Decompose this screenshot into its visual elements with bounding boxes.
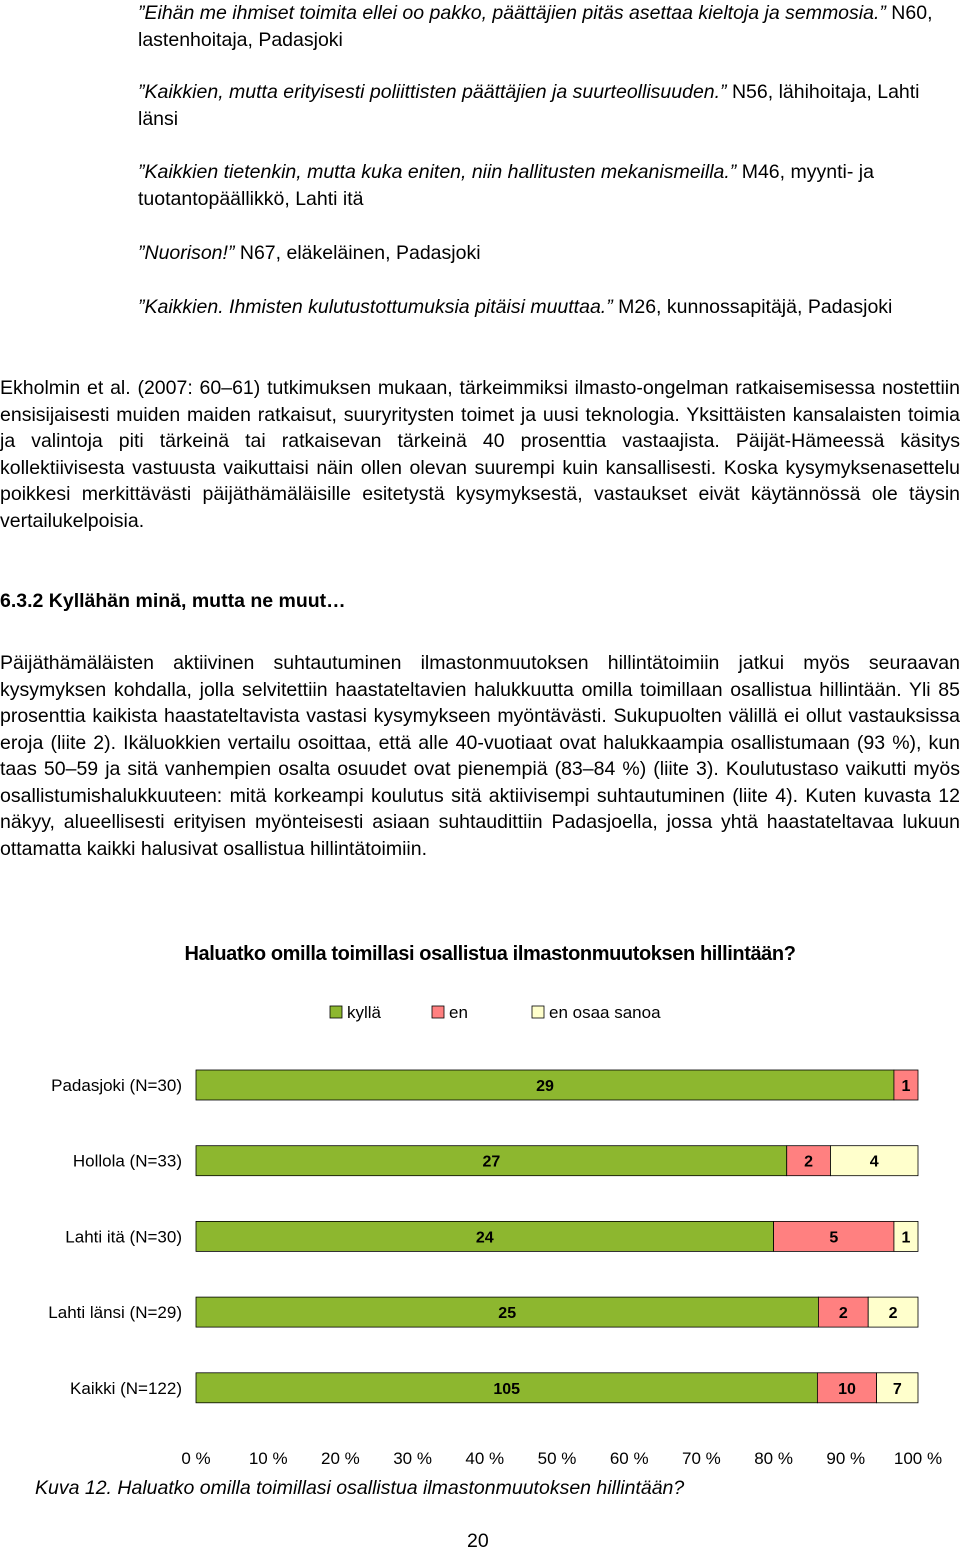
x-tick-label: 90 % [826,1449,866,1468]
quote-2 [138,79,960,133]
data-label: 29 [536,1078,554,1095]
data-label: 1 [901,1078,911,1095]
data-label: 2 [888,1305,898,1323]
section-heading: 6.3.2 Kyllähän minä, mutta ne muut… [0,590,346,612]
x-tick-label: 0 % [181,1449,211,1468]
x-tick-label: 50 % [537,1449,577,1468]
data-label: 2 [838,1305,848,1323]
quote-text: ”Kaikkien, mutta erityisesti poliittisten päättäjien ja suurteollisuuden.” [138,81,727,103]
legend-swatch-en [432,1006,444,1018]
quote-attribution: N60, lastenhoitaja, Padasjoki [138,2,933,51]
category-label: Padasjoki (N=30) [51,1076,182,1095]
x-tick-label: 60 % [609,1449,649,1468]
data-label: 25 [498,1305,517,1323]
category-label: Lahti itä (N=30) [65,1227,182,1247]
quote-5 [138,294,960,321]
legend-swatch-en-osaa-sanoa [532,1006,544,1018]
figure-caption: Kuva 12. Haluatko omilla toimillasi osallistua ilmastonmuutoksen hillintään? [35,1477,685,1499]
quote-attribution: M46, myynti- ja tuotantopäällikkö, Lahti itä [138,161,874,210]
x-tick-label: 40 % [465,1449,505,1468]
data-label: 105 [493,1380,521,1398]
quote-text: ”Eihän me ihmiset toimita ellei oo pakko, päättäjien pitäs asettaa kieltoja ja semmosia.” [138,2,886,24]
data-label: 4 [869,1153,879,1171]
x-tick-label: 80 % [754,1449,793,1468]
data-label: 7 [892,1380,902,1398]
body-paragraph-2: Päijäthämäläisten aktiivinen suhtautuminen ilmastonmuutoksen hillintätoimiin jatkui myös seuraavan kysymyksen kohdalla, jolla selvitettiin haastateltavien halukkuutta omilla toimillaan osallistua hillintään. Yli 85 prosenttia kaikista haastateltavista vastasi kysymykseen myöntävästi. Sukupuolten välillä ei ollut vastauksissa eroja (liite 2). Ikäluokkien vertailu osoittaa, että alle 40-vuotiaat ovat halukkaampia osallistumaan (93 %), kun taas 50–59 ja sitä vanhempien osalta osuudet ovat pienempiä (83–84 %) (liite 3). Koulutustaso vaikutti myös osallistumishalukkuuteen: mitä korkeampi koulutus sitä aktiivisempi suhtautuminen (liite 4). Kuten kuvasta 12 näkyy, alueellisesti erityisen myönteisesti asiaan suhtaudittiin Padasjoella, jossa yhtä haastateltavaa lukuun ottamatta kaikki halusivat osallistua hillintätoimiin. [0,652,960,860]
x-tick-label: 100 % [893,1449,943,1468]
data-label: 10 [838,1380,856,1398]
quote-text: ”Nuorison!” [138,242,235,264]
x-tick-label: 10 % [248,1449,288,1468]
legend-label-en-osaa-sanoa: en osaa sanoa [549,1003,661,1022]
legend-label-en: en [449,1003,468,1022]
data-label: 1 [901,1229,911,1247]
quote-4 [138,240,960,267]
x-tick-label: 30 % [393,1449,432,1468]
quote-1 [138,0,960,54]
legend-swatch-kyllä [330,1006,342,1018]
x-tick-label: 20 % [321,1449,360,1468]
quote-3 [138,159,960,213]
data-label: 24 [475,1229,494,1247]
legend-label-kyllä: kyllä [347,1003,382,1022]
stacked-bar-chart [0,990,960,1470]
quote-text: ”Kaikkien tietenkin, mutta kuka eniten, niin hallitusten mekanismeilla.” [138,161,737,183]
category-label: Kaikki (N=122) [70,1378,182,1398]
quote-attribution: N56, lähihoitaja, Lahti länsi [138,81,920,130]
quote-text: ”Kaikkien. Ihmisten kulutustottumuksia pitäisi muuttaa.” [138,296,613,318]
chart-title: Haluatko omilla toimillasi osallistua ilmastonmuutoksen hillintään? [184,943,796,965]
body-paragraph-1: Ekholmin et al. (2007: 60–61) tutkimuksen mukaan, tärkeimmiksi ilmasto-ongelman ratkaisemisessa nostettiin ensisijaisesti muiden maiden ratkaisut, suuryritysten toimet ja uusi teknologia. Yksittäisten kansalaisten toimia ja valintoja piti tärkeinä tai ratkaisevan tärkeinä 40 prosenttia vastaajista. Päijät-Hämeessä käsitys kollektiivisesta vastuusta vaikuttaisi näin ollen olevan suurempi kuin kansallisesti. Koska kysymyksenasettelu poikkesi merkittävästi päijäthämäläisille esitetystä kysymyksestä, vastaukset eivät käytännössä ole täysin vertailukelpoisia. [0,377,960,532]
category-label: Hollola (N=33) [72,1151,182,1171]
x-tick-label: 70 % [682,1449,721,1468]
data-label: 5 [829,1229,839,1247]
category-label: Lahti länsi (N=29) [48,1303,182,1323]
quote-attribution: M26, kunnossapitäjä, Padasjoki [612,296,893,318]
data-label: 2 [804,1153,814,1171]
data-label: 27 [482,1153,501,1171]
quote-attribution: N67, eläkeläinen, Padasjoki [234,242,481,264]
page-number: 20 [467,1530,489,1552]
